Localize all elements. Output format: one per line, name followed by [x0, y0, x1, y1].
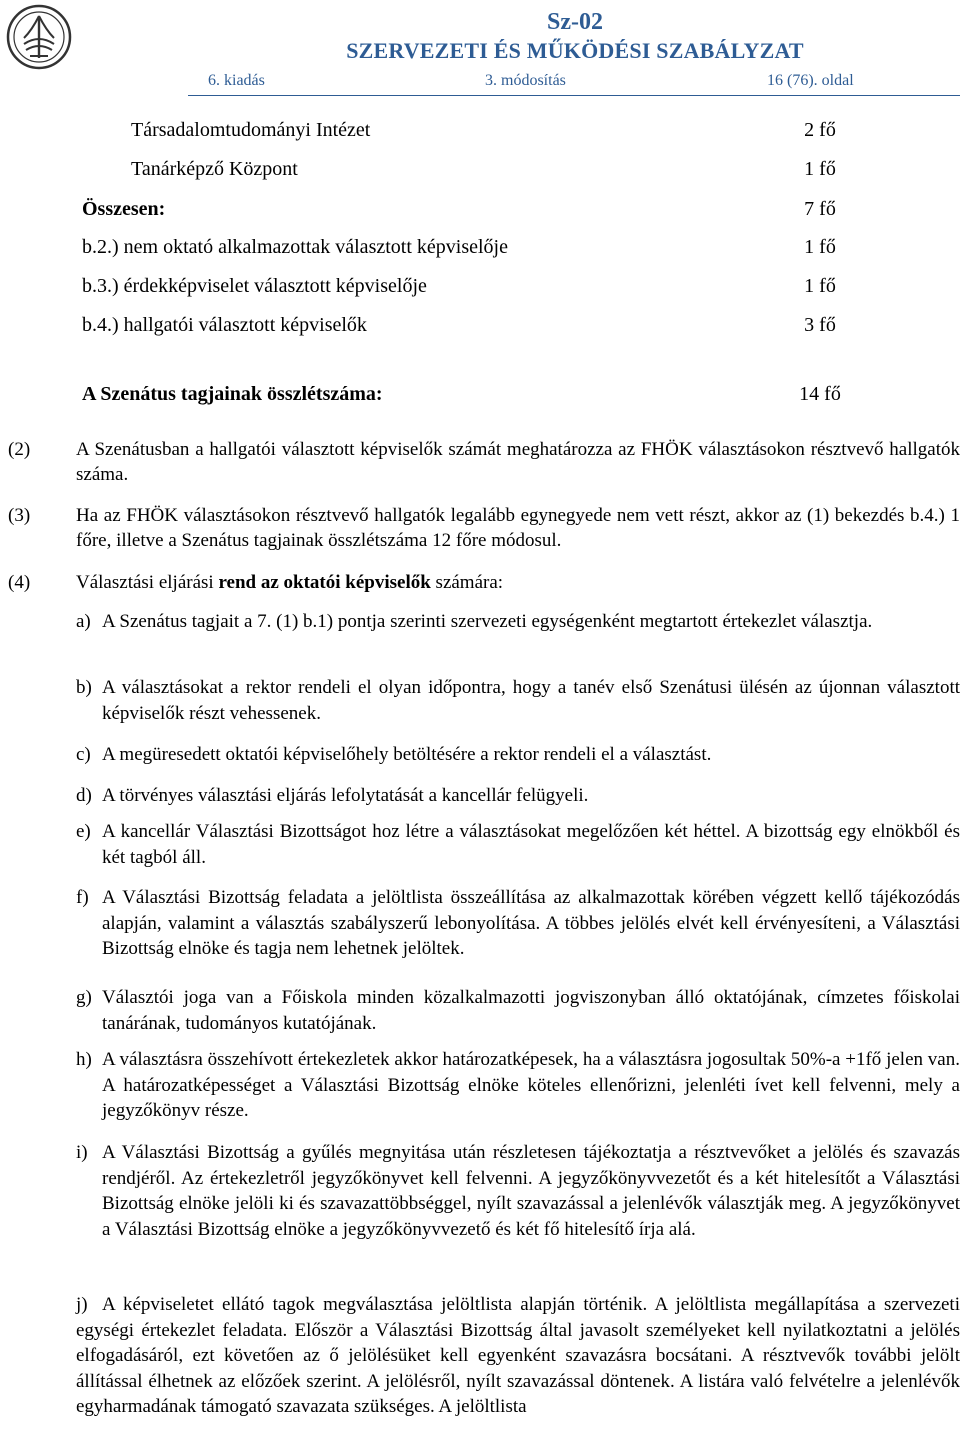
paragraph	[8, 437, 960, 487]
list-item-label: g)	[76, 987, 92, 1008]
composition-label: Társadalomtudományi Intézet	[131, 119, 371, 141]
list-item-text: A Választási Bizottság feladata a jelöltlista összeállítása az alkalmazottak körében végzett kellő tájékozódás alapján, valamint a választás szabályszerű lebonyolítása. A többes jelölés elvét kell érvényesíteni, a Választási Bizottság elnöke és tagja nem lehetnek jelöltek.	[102, 887, 960, 960]
list-item-text: A megüresedett oktatói képviselőhely betöltésére a rektor rendeli el a választást.	[102, 744, 712, 765]
paragraph-text-part: számára:	[430, 572, 504, 593]
composition-value: 7 fő	[804, 198, 836, 220]
paragraph-number: (4)	[8, 572, 31, 593]
page-number: 16 (76). oldal	[767, 72, 854, 89]
list-item	[76, 1047, 960, 1124]
paragraph-number: (2)	[8, 439, 31, 460]
list-item	[76, 783, 960, 809]
list-item-text: A képviseletet ellátó tagok megválasztása jelöltlista alapján történik. A jelöltlista megállapítása a szervezeti egységi értekezlet feladata. Először a Választási Bizottság által javasolt személyeket kell nyilatkoztatni a jelölés elfogadásáról, ezt követően az ő jelölésüket kell egyenként szavazásra bocsátani. A résztvevők további jelölt állítással élhetnek az előzőek szerint. A jelölésről, nyílt szavazással döntenek. A listára való felvételre a jelenlévők egyharmadának támogató szavazata szükséges. A jelöltlista	[76, 1294, 960, 1418]
document-code: Sz-02	[547, 9, 603, 35]
list-item	[76, 609, 960, 635]
list-item	[76, 985, 960, 1036]
paragraph	[8, 570, 960, 595]
list-item-label: a)	[76, 611, 91, 632]
list-item-label: f)	[76, 887, 89, 908]
header-divider	[188, 95, 960, 96]
paragraph-text: A Szenátusban a hallgatói választott képviselők számát meghatározza az FHÖK választásokon résztvevő hallgatók száma.	[76, 439, 960, 485]
list-item-label: i)	[76, 1142, 88, 1163]
composition-label: b.2.) nem oktató alkalmazottak választott képviselője	[82, 236, 508, 258]
list-item-text: A Választási Bizottság a gyűlés megnyitása után részletesen tájékoztatja a résztvevőket a jelölés és szavazás rendjéről. Az értekezletről jegyzőkönyvet kell felvenni. A jegyzőkönyvvezetőt és a két hitelesítőt a Választási Bizottság elnöke jelöli ki és szavazattöbbséggel, nyílt szavazással a jelenlévők választják meg. A jegyzőkönyvet a Választási Bizottság elnöke a jegyzőkönyvvezető és két fő hitelesítő írja alá.	[102, 1142, 960, 1240]
composition-value: 1 fő	[804, 275, 836, 297]
list-item-text: Választói joga van a Főiskola minden közalkalmazotti jogviszonyban álló oktatójának, címzetes főiskolai tanárának, tudományos kutatójának.	[102, 987, 960, 1034]
modification-label: 3. módosítás	[485, 72, 566, 89]
paragraph-text	[76, 570, 960, 595]
composition-label: Tanárképző Központ	[131, 158, 298, 180]
list-item	[76, 742, 960, 768]
paragraph-text-part: Választási eljárási	[76, 572, 219, 593]
list-item	[76, 1292, 960, 1420]
list-item-label: b)	[76, 677, 92, 698]
paragraph	[8, 503, 960, 553]
institution-logo-icon	[6, 4, 72, 70]
list-item-text: A törvényes választási eljárás lefolytatását a kancellár felügyeli.	[102, 785, 589, 806]
composition-label: b.4.) hallgatói választott képviselők	[82, 314, 367, 336]
list-item-label: e)	[76, 821, 91, 842]
composition-value: 2 fő	[804, 119, 836, 141]
list-item	[76, 819, 960, 870]
composition-value: 1 fő	[804, 158, 836, 180]
paragraph-number: (3)	[8, 505, 31, 526]
list-item	[76, 1140, 960, 1242]
document-header	[0, 0, 960, 100]
composition-value: 1 fő	[804, 236, 836, 258]
composition-label: b.3.) érdekképviselet választott képviselője	[82, 275, 427, 297]
list-item-label: d)	[76, 785, 92, 806]
list-item-label: c)	[76, 744, 91, 765]
list-item-text: A választásokat a rektor rendeli el olyan időpontra, hogy a tanév első Szenátusi ülésén az újonnan választott képviselők részt vehessenek.	[102, 677, 960, 724]
list-item-text: A választásra összehívott értekezletek akkor határozatképesek, ha a választásra jogosultak 50%-a +1fő jelen van. A határozatképességet a Választási Bizottság elnöke köteles ellenőrizni, jelenléti ívet kell felvenni, mely a jegyzőkönyv része.	[102, 1049, 960, 1122]
list-item-text: A kancellár Választási Bizottságot hoz létre a választásokat megelőzően két héttel. A bizottság egy elnökből és két tagból áll.	[102, 821, 960, 868]
paragraph-text-bold: rend az oktatói képviselők	[218, 572, 431, 593]
composition-label: Összesen:	[82, 198, 166, 220]
total-value: 14 fő	[799, 383, 841, 405]
paragraph-text: Ha az FHÖK választásokon résztvevő hallgatók legalább egynegyede nem vett részt, akkor az (1) bekezdés b.4.) 1 főre, illetve a Szenátus tagjainak összlétszáma 12 főre módosul.	[76, 505, 960, 551]
edition-label: 6. kiadás	[208, 72, 265, 89]
document-title: SZERVEZETI ÉS MŰKÖDÉSI SZABÁLYZAT	[346, 38, 804, 63]
list-item-label: j)	[76, 1294, 88, 1315]
list-item	[76, 885, 960, 962]
list-item	[76, 675, 960, 726]
total-label: A Szenátus tagjainak összlétszáma:	[82, 383, 383, 405]
composition-value: 3 fő	[804, 314, 836, 336]
list-item-label: h)	[76, 1049, 92, 1070]
list-item-text: A Szenátus tagjait a 7. (1) b.1) pontja szerinti szervezeti egységenként megtartott értekezlet választja.	[102, 611, 873, 632]
